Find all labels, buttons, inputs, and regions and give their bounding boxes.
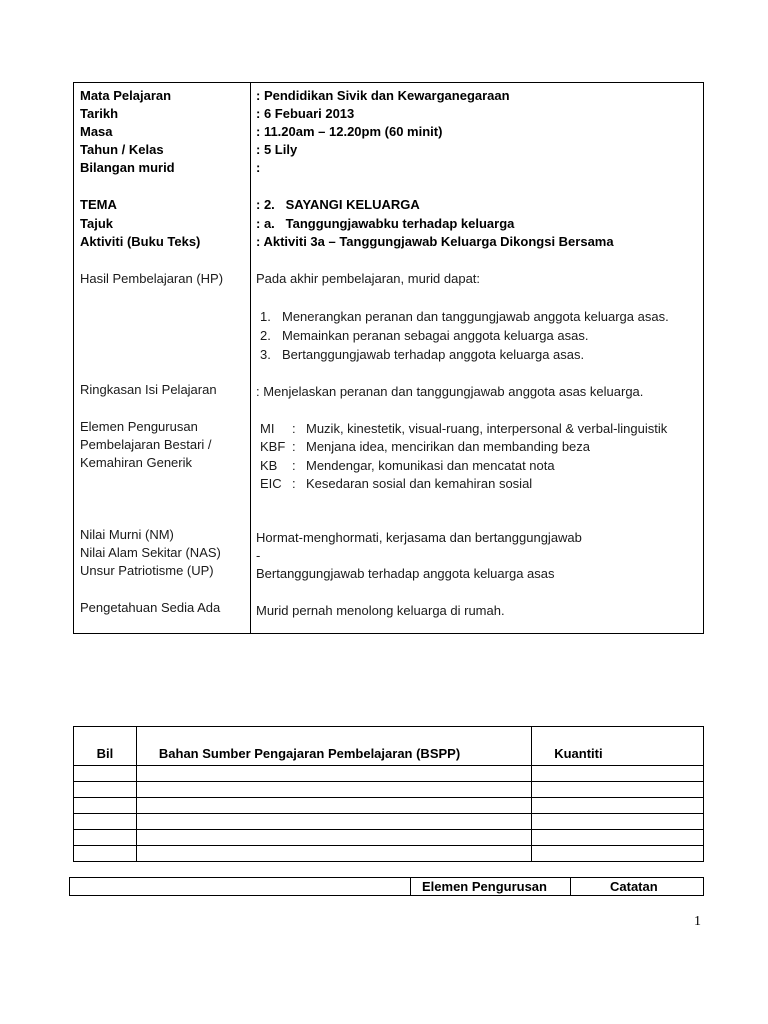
column-divider: [570, 878, 571, 895]
elemen-code: KBF: [260, 439, 286, 454]
label-unsur-patriotisme: Unsur Patriotisme (UP): [80, 563, 214, 578]
table-cell: [532, 830, 704, 846]
hasil-intro: Pada akhir pembelajaran, murid dapat:: [256, 271, 481, 286]
label-elemen-line3: Kemahiran Generik: [80, 455, 192, 470]
activity-table-header: [69, 877, 704, 896]
elemen-code: KB: [260, 458, 278, 473]
elemen-sep: :: [292, 421, 296, 436]
table-cell: [136, 830, 531, 846]
table-cell: [74, 782, 137, 798]
value-tema: : 2. SAYANGI KELUARGA: [256, 197, 420, 212]
table-cell: [74, 846, 137, 862]
value-tarikh: : 6 Febuari 2013: [256, 106, 355, 121]
column-divider: [250, 83, 251, 633]
table-cell: [74, 798, 137, 814]
label-nilai-murni: Nilai Murni (NM): [80, 527, 174, 542]
table-cell: [136, 846, 531, 862]
list-number: 3.: [260, 347, 271, 362]
list-text: Bertanggungjawab terhadap anggota keluarga asas.: [282, 347, 585, 362]
label-ringkasan: Ringkasan Isi Pelajaran: [80, 382, 217, 397]
label-tahun-kelas: Tahun / Kelas: [80, 142, 164, 157]
header-catatan: Catatan: [610, 879, 658, 894]
table-row: [74, 814, 704, 830]
elemen-item-eic: [260, 475, 532, 493]
elemen-item-kbf: [260, 438, 590, 456]
table-cell: [532, 814, 704, 830]
elemen-code: EIC: [260, 476, 282, 491]
label-hasil-pembelajaran: Hasil Pembelajaran (HP): [80, 271, 224, 286]
header-bahan: Bahan Sumber Pengajaran Pembelajaran (BSPP): [136, 727, 531, 766]
elemen-text: Kesedaran sosial dan kemahiran sosial: [306, 476, 533, 491]
label-tajuk: Tajuk: [80, 216, 113, 231]
list-number: 1.: [260, 309, 271, 324]
elemen-sep: :: [292, 439, 296, 454]
column-divider: [410, 878, 411, 895]
bspp-table: [73, 726, 704, 862]
header-bil: Bil: [74, 727, 137, 766]
value-nilai-alam-sekitar: -: [256, 548, 261, 563]
table-cell: [532, 798, 704, 814]
header-elemen-pengurusan: Elemen Pengurusan: [422, 879, 547, 894]
label-elemen-line1: Elemen Pengurusan: [80, 419, 198, 434]
table-cell: [74, 830, 137, 846]
value-unsur-patriotisme: Bertanggungjawab terhadap anggota keluarga asas: [256, 566, 555, 581]
list-item: [260, 308, 669, 326]
table-cell: [136, 782, 531, 798]
elemen-sep: :: [292, 476, 296, 491]
table-cell: [136, 814, 531, 830]
label-mata-pelajaran: Mata Pelajaran: [80, 88, 172, 103]
elemen-item-kb: [260, 457, 555, 475]
value-ringkasan: : Menjelaskan peranan dan tanggungjawab anggota asas keluarga.: [256, 384, 644, 399]
value-aktiviti: : Aktiviti 3a – Tanggungjawab Keluarga Dikongsi Bersama: [256, 234, 614, 249]
value-pengetahuan: Murid pernah menolong keluarga di rumah.: [256, 603, 505, 618]
table-row: [74, 782, 704, 798]
value-mata-pelajaran: : Pendidikan Sivik dan Kewarganegaraan: [256, 88, 510, 103]
label-nilai-alam-sekitar: Nilai Alam Sekitar (NAS): [80, 545, 221, 560]
label-tarikh: Tarikh: [80, 106, 119, 121]
table-cell: [532, 846, 704, 862]
list-item: [260, 327, 588, 345]
label-pengetahuan: Pengetahuan Sedia Ada: [80, 600, 221, 615]
value-nilai-murni: Hormat-menghormati, kerjasama dan bertanggungjawab: [256, 530, 582, 545]
list-item: [260, 346, 584, 364]
label-masa: Masa: [80, 124, 113, 139]
table-cell: [74, 766, 137, 782]
page-number: 1: [694, 914, 701, 929]
table-row: [74, 798, 704, 814]
elemen-code: MI: [260, 421, 275, 436]
table-cell: [532, 766, 704, 782]
value-tajuk: : a. Tanggungjawabku terhadap keluarga: [256, 216, 515, 231]
table-cell: [74, 814, 137, 830]
elemen-text: Muzik, kinestetik, visual-ruang, interpersonal & verbal-linguistik: [306, 421, 668, 436]
label-bilangan-murid: Bilangan murid: [80, 160, 175, 175]
list-number: 2.: [260, 328, 271, 343]
elemen-text: Menjana idea, mencirikan dan membanding beza: [306, 439, 591, 454]
elemen-item-mi: [260, 420, 667, 438]
label-aktiviti: Aktiviti (Buku Teks): [80, 234, 201, 249]
header-kuantiti: Kuantiti: [532, 727, 704, 766]
elemen-text: Mendengar, komunikasi dan mencatat nota: [306, 458, 555, 473]
table-cell: [136, 766, 531, 782]
label-tema: TEMA: [80, 197, 117, 212]
table-row: [74, 766, 704, 782]
lesson-info-table: [73, 82, 704, 634]
label-elemen-line2: Pembelajaran Bestari /: [80, 437, 212, 452]
value-bilangan-murid: :: [256, 160, 261, 175]
table-cell: [136, 798, 531, 814]
table-row: [74, 846, 704, 862]
value-tahun-kelas: : 5 Lily: [256, 142, 298, 157]
list-text: Menerangkan peranan dan tanggungjawab anggota keluarga asas.: [282, 309, 669, 324]
value-masa: : 11.20am – 12.20pm (60 minit): [256, 124, 443, 139]
table-row: [74, 830, 704, 846]
list-text: Memainkan peranan sebagai anggota keluarga asas.: [282, 328, 589, 343]
elemen-sep: :: [292, 458, 296, 473]
table-header-row: [74, 727, 704, 766]
table-cell: [532, 782, 704, 798]
